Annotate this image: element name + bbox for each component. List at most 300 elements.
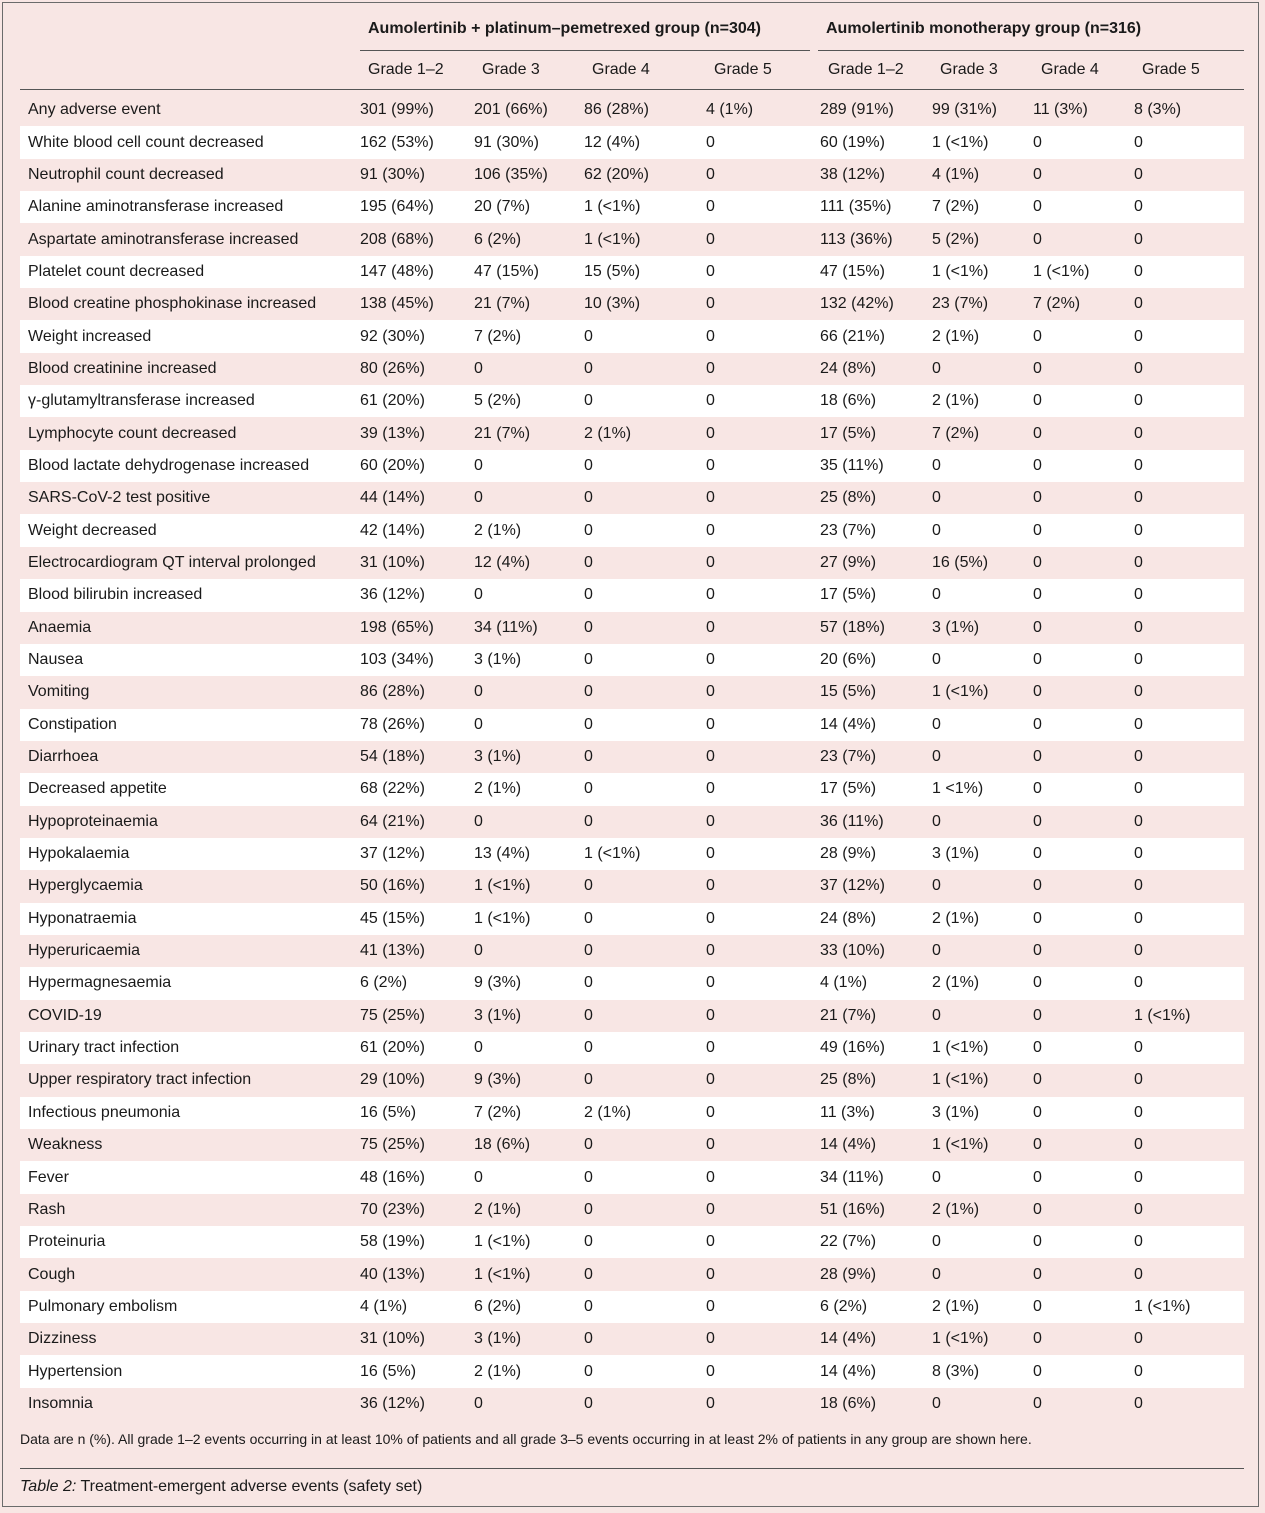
value-cell: 1 (<1%) [584,838,706,870]
adverse-events-table [20,94,1244,1420]
value-cell: 12 (4%) [474,553,531,571]
table-row [20,385,1244,417]
value-cell: 0 [1033,165,1042,183]
event-name-cell: Blood bilirubin increased [20,579,360,611]
value-cell: 0 [1134,359,1143,377]
table-row [20,935,1244,967]
value-cell: 21 (7%) [474,295,531,313]
value-cell: 0 [1033,644,1134,676]
value-cell: 0 [706,514,820,546]
event-name-cell: Neutrophil count decreased [28,165,224,183]
value-cell: 6 (2%) [360,967,474,999]
table-row [20,94,1244,126]
event-name-cell: Pulmonary embolism [20,1291,360,1323]
value-cell: 18 (6%) [820,1394,877,1412]
value-cell: 0 [706,773,820,805]
value-cell: 37 (12%) [820,877,885,895]
value-cell: 1 (<1%) [1134,1291,1244,1323]
value-cell: 61 (20%) [360,1032,474,1064]
value-cell: 0 [1033,1355,1134,1387]
value-cell: 57 (18%) [820,618,885,636]
grade-header: Grade 1–2 [368,61,444,78]
event-name-cell: Dizziness [28,1330,97,1348]
value-cell: 29 (10%) [360,1071,425,1089]
value-cell: 0 [706,1136,715,1154]
mono-group-rule [818,50,1244,51]
value-cell: 2 (1%) [584,424,632,442]
event-name-cell: Cough [28,1265,76,1283]
value-cell: 9 (3%) [474,1071,522,1089]
value-cell: 195 (64%) [360,191,474,223]
value-cell: 14 (4%) [820,1355,932,1387]
value-cell: 0 [474,683,483,701]
value-cell: 1 (<1%) [932,126,1033,158]
value-cell: 0 [1033,1291,1134,1323]
mono-group-header: Aumolertinib monotherapy group (n=316) [826,20,1142,37]
value-cell: 0 [584,1006,593,1024]
value-cell: 0 [932,1226,1033,1258]
value-cell: 0 [1033,359,1042,377]
value-cell: 21 (7%) [820,1006,877,1024]
event-name-cell: Upper respiratory tract infection [28,1071,252,1089]
event-name-cell: Alanine aminotransferase increased [20,191,360,223]
value-cell: 4 (1%) [360,1291,474,1323]
value-cell: 1 <1%) [932,773,1033,805]
value-cell: 0 [932,1394,941,1412]
value-cell: 0 [706,1265,715,1283]
value-cell: 24 (8%) [820,359,877,377]
value-cell: 0 [706,838,820,870]
value-cell: 0 [1033,1330,1042,1348]
event-name-cell: Constipation [20,709,360,741]
value-cell: 99 (31%) [932,101,997,119]
table-row [20,709,1244,741]
value-cell: 0 [706,359,715,377]
value-cell: 0 [706,942,715,960]
value-cell: 35 (11%) [820,450,932,482]
value-cell: 113 (36%) [820,230,893,248]
value-cell: 0 [1033,320,1134,352]
value-cell: 78 (26%) [360,709,474,741]
value-cell: 0 [474,1394,483,1412]
value-cell: 13 (4%) [474,838,584,870]
combo-group-header: Aumolertinib + platinum–pemetrexed group (n=304) [368,20,761,37]
value-cell: 198 (65%) [360,618,434,636]
value-cell: 21 (7%) [474,424,531,442]
table-row [20,514,1244,546]
value-cell: 0 [1134,1226,1244,1258]
value-cell: 0 [706,424,715,442]
value-cell: 0 [1134,256,1244,288]
value-cell: 20 (6%) [820,644,932,676]
value-cell: 0 [1033,385,1134,417]
value-cell: 23 (7%) [820,748,877,766]
value-cell: 31 (10%) [360,1330,425,1348]
value-cell: 0 [1033,126,1134,158]
value-cell: 0 [706,877,715,895]
value-cell: 86 (28%) [360,683,425,701]
table-row [20,903,1244,935]
value-cell: 0 [706,579,820,611]
event-name-cell: Hypokalaemia [20,838,360,870]
table-row [20,676,1244,708]
value-cell: 11 (3%) [820,1097,932,1129]
value-cell: 22 (7%) [820,1226,932,1258]
value-cell: 0 [1033,942,1042,960]
table-row [20,1291,1244,1323]
value-cell: 0 [1134,1097,1244,1129]
value-cell: 0 [932,489,941,507]
value-cell: 0 [584,748,593,766]
value-cell: 9 (3%) [474,967,584,999]
value-cell: 47 (15%) [474,256,584,288]
value-cell: 0 [1033,967,1134,999]
value-cell: 0 [706,1161,820,1193]
value-cell: 0 [584,385,706,417]
value-cell: 0 [584,450,706,482]
value-cell: 20 (7%) [474,191,584,223]
value-cell: 0 [1033,489,1042,507]
value-cell: 58 (19%) [360,1226,474,1258]
value-cell: 14 (4%) [820,709,932,741]
value-cell: 0 [932,359,941,377]
value-cell: 0 [1033,1265,1042,1283]
table-row [20,579,1244,611]
value-cell: 40 (13%) [360,1265,425,1283]
value-cell: 0 [1134,1032,1244,1064]
value-cell: 0 [1134,553,1143,571]
value-cell: 0 [932,942,941,960]
value-cell: 0 [706,295,715,313]
event-name-cell: Hyperglycaemia [28,877,143,895]
value-cell: 0 [1033,553,1042,571]
value-cell: 27 (9%) [820,553,877,571]
value-cell: 0 [1134,838,1244,870]
value-cell: 289 (91%) [820,101,894,119]
value-cell: 0 [1134,748,1143,766]
value-cell: 0 [474,450,584,482]
value-cell: 1 (<1%) [932,1071,989,1089]
value-cell: 0 [584,1355,706,1387]
event-name-cell: Hypoproteinaemia [28,812,158,830]
value-cell: 61 (20%) [360,385,474,417]
table-row [20,806,1244,838]
value-cell: 2 (1%) [932,385,1033,417]
value-cell: 0 [584,579,706,611]
value-cell: 0 [1033,812,1042,830]
value-cell: 2 (1%) [474,514,584,546]
value-cell: 0 [932,514,1033,546]
value-cell: 1 (<1%) [932,1330,989,1348]
value-cell: 0 [706,683,715,701]
event-name-cell: Any adverse event [28,101,161,119]
value-cell: 0 [706,709,820,741]
value-cell: 0 [1134,967,1244,999]
value-cell: 3 (1%) [474,748,522,766]
event-name-cell: Decreased appetite [20,773,360,805]
value-cell: 75 (25%) [360,1006,425,1024]
value-cell: 0 [584,1226,706,1258]
value-cell: 0 [474,1161,584,1193]
value-cell: 0 [584,1071,593,1089]
value-cell: 147 (48%) [360,256,474,288]
value-cell: 0 [706,812,715,830]
value-cell: 0 [932,1265,941,1283]
combo-group-rule [360,50,810,51]
value-cell: 0 [932,1161,1033,1193]
value-cell: 0 [706,903,820,935]
value-cell: 0 [706,618,715,636]
value-cell: 0 [706,1226,820,1258]
table-row [20,1161,1244,1193]
value-cell: 48 (16%) [360,1161,474,1193]
table-row [20,159,1244,191]
value-cell: 0 [1033,748,1042,766]
value-cell: 18 (6%) [820,385,932,417]
value-cell: 16 (5%) [360,1355,474,1387]
value-cell: 0 [1134,644,1244,676]
table-row [20,256,1244,288]
value-cell: 8 (3%) [932,1355,1033,1387]
value-cell: 3 (1%) [474,644,584,676]
value-cell: 0 [1033,230,1042,248]
value-cell: 38 (12%) [820,165,885,183]
value-cell: 0 [584,709,706,741]
value-cell: 16 (5%) [360,1097,474,1129]
value-cell: 103 (34%) [360,644,474,676]
value-cell: 0 [584,489,593,507]
value-cell: 0 [1033,579,1134,611]
value-cell: 1 (<1%) [474,877,531,895]
value-cell: 28 (9%) [820,838,932,870]
table-footnote: Data are n (%). All grade 1–2 events occurring in at least 10% of patients and all grade 3–5 events occurring in at least 2% of patients in any group are shown here. [20,1431,1032,1447]
value-cell: 91 (30%) [474,126,584,158]
value-cell: 0 [706,1200,715,1218]
value-cell: 23 (7%) [820,514,932,546]
value-cell: 0 [932,644,1033,676]
value-cell: 2 (1%) [932,1291,1033,1323]
table-row [20,1355,1244,1387]
footnote-rule [20,1468,1244,1469]
value-cell: 0 [1134,1330,1143,1348]
value-cell: 91 (30%) [360,165,425,183]
value-cell: 7 (2%) [932,191,1033,223]
value-cell: 0 [1033,1032,1134,1064]
grade-header: Grade 3 [940,61,998,78]
event-name-cell: Infectious pneumonia [20,1097,360,1129]
value-cell: 10 (3%) [584,295,641,313]
value-cell: 0 [1033,1200,1042,1218]
value-cell: 0 [1033,1136,1042,1154]
value-cell: 3 (1%) [932,1097,1033,1129]
value-cell: 1 (<1%) [932,683,989,701]
event-name-cell: γ-glutamyltransferase increased [20,385,360,417]
value-cell: 1 (<1%) [474,1226,584,1258]
value-cell: 1 (<1%) [1134,1006,1191,1024]
table-row [20,773,1244,805]
event-name-cell: Hypermagnesaemia [20,967,360,999]
value-cell: 17 (5%) [820,773,932,805]
header-rule [20,89,1244,90]
value-cell: 64 (21%) [360,812,425,830]
value-cell: 0 [1134,1394,1143,1412]
value-cell: 0 [584,359,593,377]
value-cell: 0 [706,320,820,352]
value-cell: 39 (13%) [360,424,425,442]
value-cell: 12 (4%) [584,126,706,158]
table-row [20,967,1244,999]
value-cell: 1 (<1%) [474,903,584,935]
value-cell: 4 (1%) [706,101,754,119]
table-row [20,320,1244,352]
value-cell: 0 [1033,450,1134,482]
value-cell: 0 [1033,1071,1042,1089]
value-cell: 0 [1134,683,1143,701]
value-cell: 0 [584,1136,593,1154]
value-cell: 0 [1134,877,1143,895]
value-cell: 0 [584,812,593,830]
value-cell: 208 (68%) [360,230,434,248]
value-cell: 60 (19%) [820,126,932,158]
value-cell: 132 (42%) [820,295,894,313]
value-cell: 0 [706,230,715,248]
value-cell: 0 [1134,126,1244,158]
value-cell: 0 [1033,1097,1134,1129]
value-cell: 0 [1134,424,1143,442]
event-name-cell: Hyponatraemia [20,903,360,935]
value-cell: 7 (2%) [474,320,584,352]
value-cell: 0 [1033,618,1042,636]
table-row [20,126,1244,158]
event-name-cell: Vomiting [28,683,90,701]
table-row [20,741,1244,773]
value-cell: 0 [1134,1071,1143,1089]
value-cell: 24 (8%) [820,903,932,935]
grade-header: Grade 3 [482,61,540,78]
value-cell: 0 [1134,773,1244,805]
value-cell: 0 [1033,1226,1134,1258]
event-name-cell: Aspartate aminotransferase increased [28,230,299,248]
value-cell: 0 [706,644,820,676]
value-cell: 0 [1134,1136,1143,1154]
event-name-cell: Hypertension [20,1355,360,1387]
value-cell: 15 (5%) [820,683,877,701]
value-cell: 0 [1033,903,1134,935]
value-cell: 0 [706,1006,715,1024]
value-cell: 0 [584,967,706,999]
event-name-cell: Proteinuria [20,1226,360,1258]
value-cell: 138 (45%) [360,295,434,313]
value-cell: 17 (5%) [820,424,877,442]
value-cell: 41 (13%) [360,942,425,960]
value-cell: 6 (2%) [820,1291,932,1323]
table-row [20,870,1244,902]
value-cell: 0 [1033,514,1134,546]
value-cell: 1 (<1%) [932,1136,989,1154]
value-cell: 0 [1033,683,1042,701]
value-cell: 0 [706,489,715,507]
value-cell: 0 [584,877,593,895]
value-cell: 0 [584,618,593,636]
value-cell: 0 [1134,618,1143,636]
value-cell: 0 [584,553,593,571]
event-name-cell: White blood cell count decreased [20,126,360,158]
value-cell: 18 (6%) [474,1136,531,1154]
value-cell: 0 [706,1097,820,1129]
value-cell: 0 [584,1200,593,1218]
value-cell: 0 [474,359,483,377]
value-cell: 0 [932,812,941,830]
value-cell: 0 [584,773,706,805]
value-cell: 0 [706,1291,820,1323]
event-name-cell: COVID-19 [28,1006,102,1024]
value-cell: 0 [1134,1355,1244,1387]
value-cell: 0 [1033,1161,1134,1193]
value-cell: 66 (21%) [820,320,932,352]
value-cell: 80 (26%) [360,359,425,377]
table-row [20,1000,1244,1032]
event-name-cell: Nausea [20,644,360,676]
value-cell: 2 (1%) [474,1200,522,1218]
event-name-cell: Weakness [28,1136,103,1154]
grade-header: Grade 4 [592,61,650,78]
value-cell: 92 (30%) [360,320,474,352]
table-row [20,1129,1244,1161]
event-name-cell: Blood creatine phosphokinase increased [28,295,317,313]
value-cell: 7 (2%) [474,1097,584,1129]
table-row [20,353,1244,385]
value-cell: 2 (1%) [474,1355,584,1387]
value-cell: 1 (<1%) [584,191,706,223]
value-cell: 28 (9%) [820,1265,877,1283]
value-cell: 62 (20%) [584,165,649,183]
value-cell: 4 (1%) [932,165,980,183]
value-cell: 11 (3%) [1033,101,1088,119]
value-cell: 2 (1%) [932,320,1033,352]
value-cell: 75 (25%) [360,1136,425,1154]
value-cell: 1 (<1%) [1033,256,1134,288]
grade-header: Grade 5 [714,61,772,78]
value-cell: 0 [1134,489,1143,507]
value-cell: 0 [584,514,706,546]
table-row [20,1258,1244,1290]
value-cell: 2 (1%) [932,1200,980,1218]
value-cell: 0 [706,1330,715,1348]
value-cell: 7 (2%) [1033,295,1081,313]
table-body [20,94,1244,1420]
value-cell: 6 (2%) [474,230,522,248]
value-cell: 0 [1134,191,1244,223]
value-cell: 0 [706,1071,715,1089]
grade-header: Grade 4 [1041,61,1099,78]
value-cell: 25 (8%) [820,489,877,507]
value-cell: 14 (4%) [820,1136,877,1154]
value-cell: 0 [1134,1161,1244,1193]
event-name-cell: Blood creatinine increased [28,359,217,377]
value-cell: 34 (11%) [820,1161,932,1193]
value-cell: 5 (2%) [474,385,584,417]
value-cell: 0 [932,709,1033,741]
value-cell: 1 (<1%) [584,230,641,248]
value-cell: 3 (1%) [932,838,1033,870]
value-cell: 0 [1033,191,1134,223]
value-cell: 0 [1134,709,1244,741]
event-name-cell: Rash [28,1200,66,1218]
table-row [20,612,1244,644]
value-cell: 0 [1033,877,1042,895]
value-cell: 0 [584,1161,706,1193]
value-cell: 47 (15%) [820,256,932,288]
